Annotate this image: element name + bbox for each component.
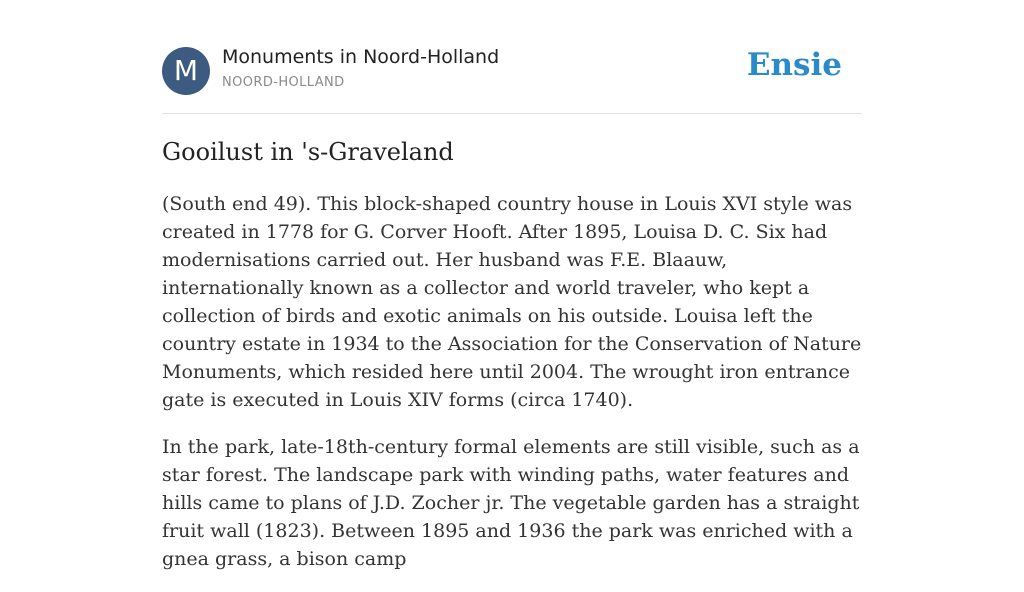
page-container [162,0,862,570]
article-paragraph: (South end 49). This block-shaped country house in Louis XVI style was created in 1778 for G. Corver Hooft. After 1895, Louisa D. C. Six had modernisations carried out. Her husband was F.E. Blaauw, internationally known as a collector and world traveler, who kept a collection of birds and exotic animals on his outside. Louisa left the country estate in 1934 to the Association for the Conservation of Nature Monuments, which resided here until 2004. The wrought iron entrance gate is executed in Louis XIV forms (circa 1740). [162,193,862,411]
brand-logo[interactable]: Ensie [746,47,842,83]
site-header [162,0,862,114]
site-subtitle[interactable]: NOORD-HOLLAND [222,75,345,90]
article-paragraph: In the park, late-18th-century formal elements are still visible, such as a star forest. The landscape park with winding paths, water features and hills came to plans of J.D. Zocher jr. The vegetable garden has a straight fruit wall (1823). Between 1895 and 1936 the park was enriched with a gnea grass, a bison camp [162,436,860,570]
avatar[interactable]: M [162,47,210,95]
site-title[interactable]: Monuments in Noord-Holland [222,46,500,68]
article-body [162,190,862,592]
article-title: Gooilust in 's-Graveland [162,138,454,166]
